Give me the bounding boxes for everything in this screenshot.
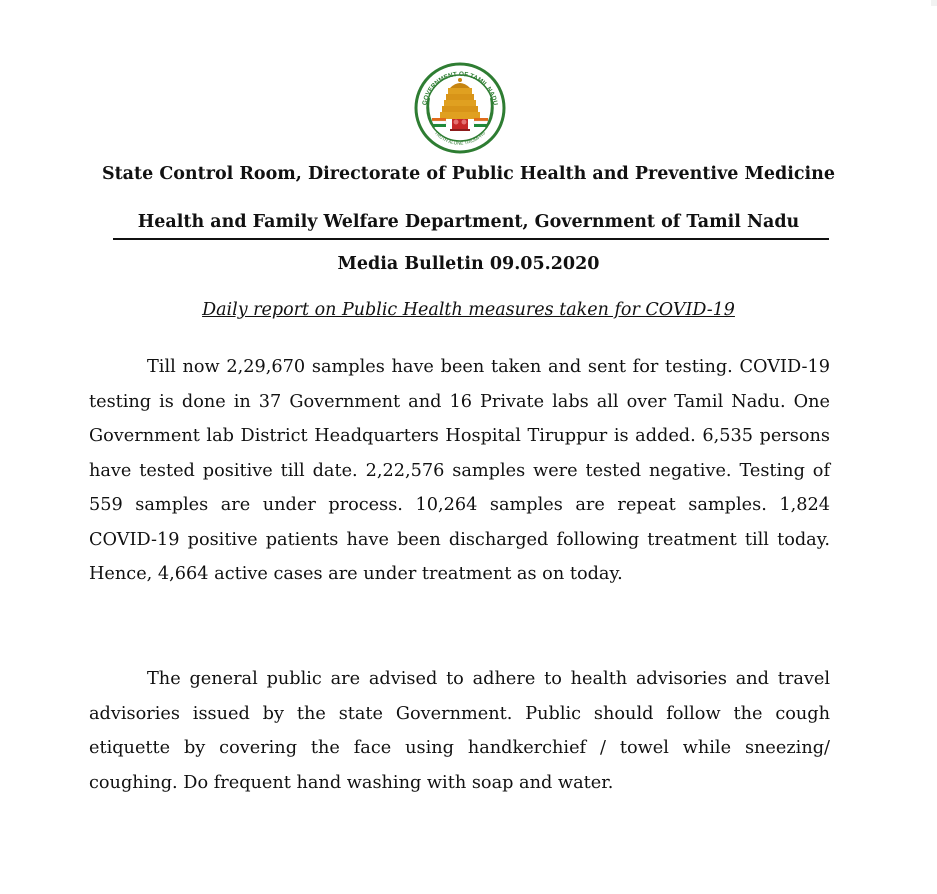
emblem-top-text: GOVERNMENT OF TAMIL NADU [421, 70, 499, 106]
bulletin-subtitle: Daily report on Public Health measures taken for COVID-19 [202, 300, 735, 320]
bulletin-title: Media Bulletin 09.05.2020 [337, 254, 600, 274]
emblem-motto-text: TRUTH ALONE TRIUMPHS [433, 130, 487, 146]
testing-summary-paragraph: Till now 2,29,670 samples have been taken and sent for testing. COVID-19 testing is done in 37 Government and 16 Private labs all over Tamil Nadu. One Government lab District Headquarters Hospital Tiruppur is added. 6,535 persons have tested positive till date. 2,22,576 samples were tested negative. Testing of 559 samples are under process. 10,264 samples are repeat samples. 1,824 COVID-19 positive patients have been discharged following treatment till today. Hence, 4,664 active cases are under treatment as on today. [89, 357, 830, 584]
department-heading: Health and Family Welfare Department, Government of Tamil Nadu [137, 212, 800, 232]
tamil-nadu-emblem-icon [412, 58, 508, 160]
directorate-heading: State Control Room, Directorate of Public Health and Preventive Medicine [101, 164, 836, 184]
public-advisory-paragraph: The general public are advised to adhere to health advisories and travel advisories issued by the state Government. Public should follow the cough etiquette by covering the face using handkerchief / towel while sneezing/ coughing. Do frequent hand washing with soap and water. [89, 669, 830, 793]
header-divider [113, 238, 829, 240]
page-corner [931, 0, 937, 6]
lion-capital-icon [450, 119, 470, 131]
